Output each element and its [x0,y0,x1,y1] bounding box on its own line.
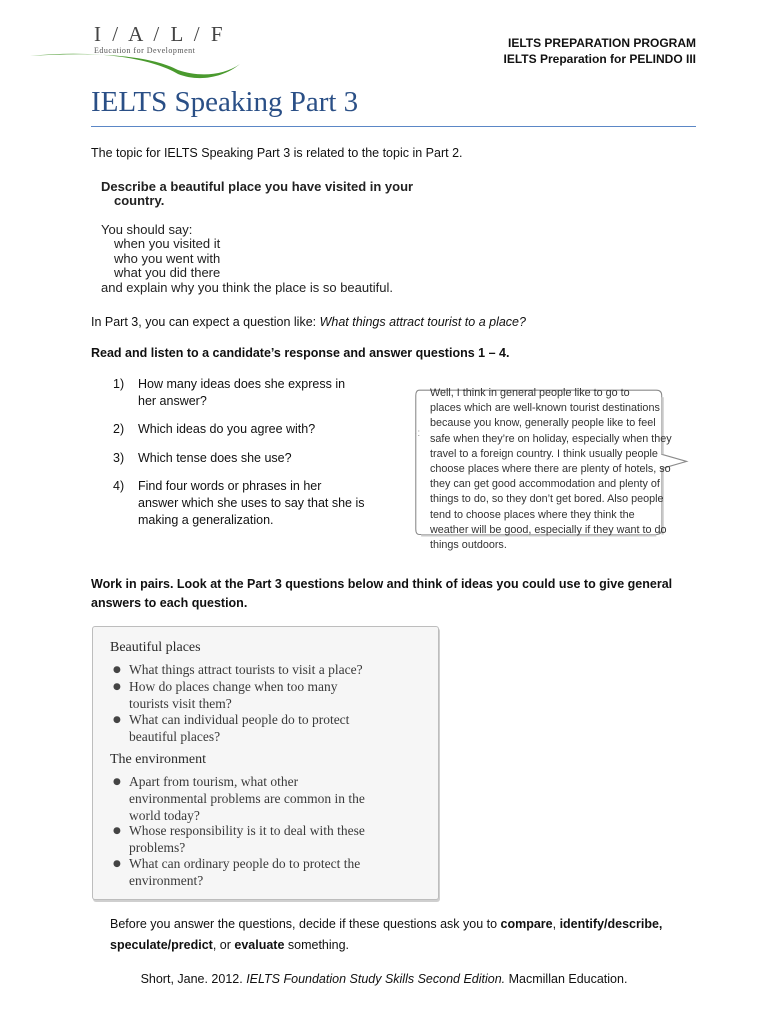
response-line: weather will be good, especially if they want to do [430,523,667,536]
response-line: things outdoors. [430,539,507,552]
topic-question: How do places change when too many [129,679,338,694]
logo-letters: I / A / L / F [94,22,226,46]
topic-heading: The environment [110,752,207,767]
bullet-icon: ● [113,859,121,869]
keyword-compare: compare [500,917,553,931]
cue-card-heading: Describe a beautiful place you have visited in your [101,179,414,194]
citation-author: Short, Jane. 2012. [140,972,247,986]
program-title: IELTS PREPARATION PROGRAM [507,36,696,50]
question-text: Which ideas do you agree with? [138,422,316,436]
citation-book: IELTS Foundation Study Skills Second Edition. [246,972,506,986]
response-line: travel to a foreign country. I think usually people [430,447,658,460]
logo-tagline: Education for Development [94,46,196,55]
cue-card-point: what you did there [114,265,221,280]
keyword-speculate: speculate/predict [110,938,213,952]
citation [0,972,768,986]
topic-question-cont: world today? [129,808,200,823]
question-number: 2) [113,422,125,436]
topic-question-cont: tourists visit them? [129,696,232,711]
question-number: 3) [113,451,125,465]
bullet-icon: ● [113,715,121,725]
bullet-icon: ● [113,665,121,675]
keyword-identify: identify/describe, [559,917,663,931]
part3-prompt [91,313,526,331]
closing-sep: , or [212,938,235,952]
cue-card-point: who you went with [114,251,221,266]
part3-prompt-lead: In Part 3, you can expect a question like: [91,315,320,329]
question-text: Which tense does she use? [138,451,292,465]
response-line: places which are well-known tourist destinations [430,402,660,415]
topic-heading: Beautiful places [110,640,201,655]
closing-instruction-cont [110,936,349,954]
response-line: because you know, generally people like to feel [430,417,656,430]
instruction-read-listen: Read and listen to a candidate’s response and answer questions 1 – 4. [91,346,510,360]
question-text: her answer? [138,394,207,408]
response-line: Well, I think in general people like to go to [430,387,630,399]
question-number: 1) [113,377,125,391]
response-line: tend to choose places where they think the [430,508,635,521]
closing-instruction [110,915,662,933]
candidate-response [430,386,692,553]
instruction-pairs: Work in pairs. Look at the Part 3 questions below and think of ideas you could use to give general [91,577,673,591]
topic-question-cont: beautiful places? [129,729,221,744]
question-text: making a generalization. [138,513,274,527]
response-line: things to do, so they don’t get bored. Also people [430,493,664,506]
closing-sep: , [552,917,560,931]
question-text: Find four words or phrases in her [138,479,322,493]
response-line: safe when they’re on holiday, especially when they [430,432,672,445]
cue-card-point: when you visited it [114,236,221,251]
part3-prompt-question: What things attract tourist to a place? [319,315,526,329]
bullet-icon: ● [113,682,121,692]
keyword-evaluate: evaluate [234,938,285,952]
question-number: 4) [113,479,125,493]
topic-question-cont: environment? [129,873,204,888]
intro-text: The topic for IELTS Speaking Part 3 is related to the topic in Part 2. [91,146,463,160]
closing-tail: something. [284,938,350,952]
topic-question-cont: environmental problems are common in the [129,791,365,806]
logo [28,22,243,82]
instruction-pairs-cont: answers to each question. [91,596,248,610]
bullet-icon: ● [113,777,121,787]
topic-question: Apart from tourism, what other [129,774,299,789]
response-line: choose places where there are plenty of hotels, so [430,463,671,476]
page-title: IELTS Speaking Part 3 [91,86,359,118]
title-divider [91,126,696,127]
topic-question: What things attract tourists to visit a place? [129,662,363,677]
citation-publisher: Macmillan Education. [505,972,628,986]
response-line: they can get good accommodation and plenty of [430,478,660,491]
closing-lead: Before you answer the questions, decide if these questions ask you to [110,917,501,931]
cue-card-say: You should say: [101,222,193,237]
cue-card-explain: and explain why you think the place is so beautiful. [101,280,393,295]
topic-question: What can ordinary people do to protect the [129,856,361,871]
topic-question: Whose responsibility is it to deal with these [129,823,365,838]
bullet-icon: ● [113,826,121,836]
topic-question: What can individual people do to protect [129,712,350,727]
cue-card-heading-cont: country. [114,193,165,208]
question-text: How many ideas does she express in [138,377,346,391]
scan-mark: ·: [414,428,421,439]
topic-question-cont: problems? [129,840,186,855]
program-subtitle: IELTS Preparation for PELINDO III [503,52,696,66]
question-text: answer which she uses to say that she is [138,496,365,510]
